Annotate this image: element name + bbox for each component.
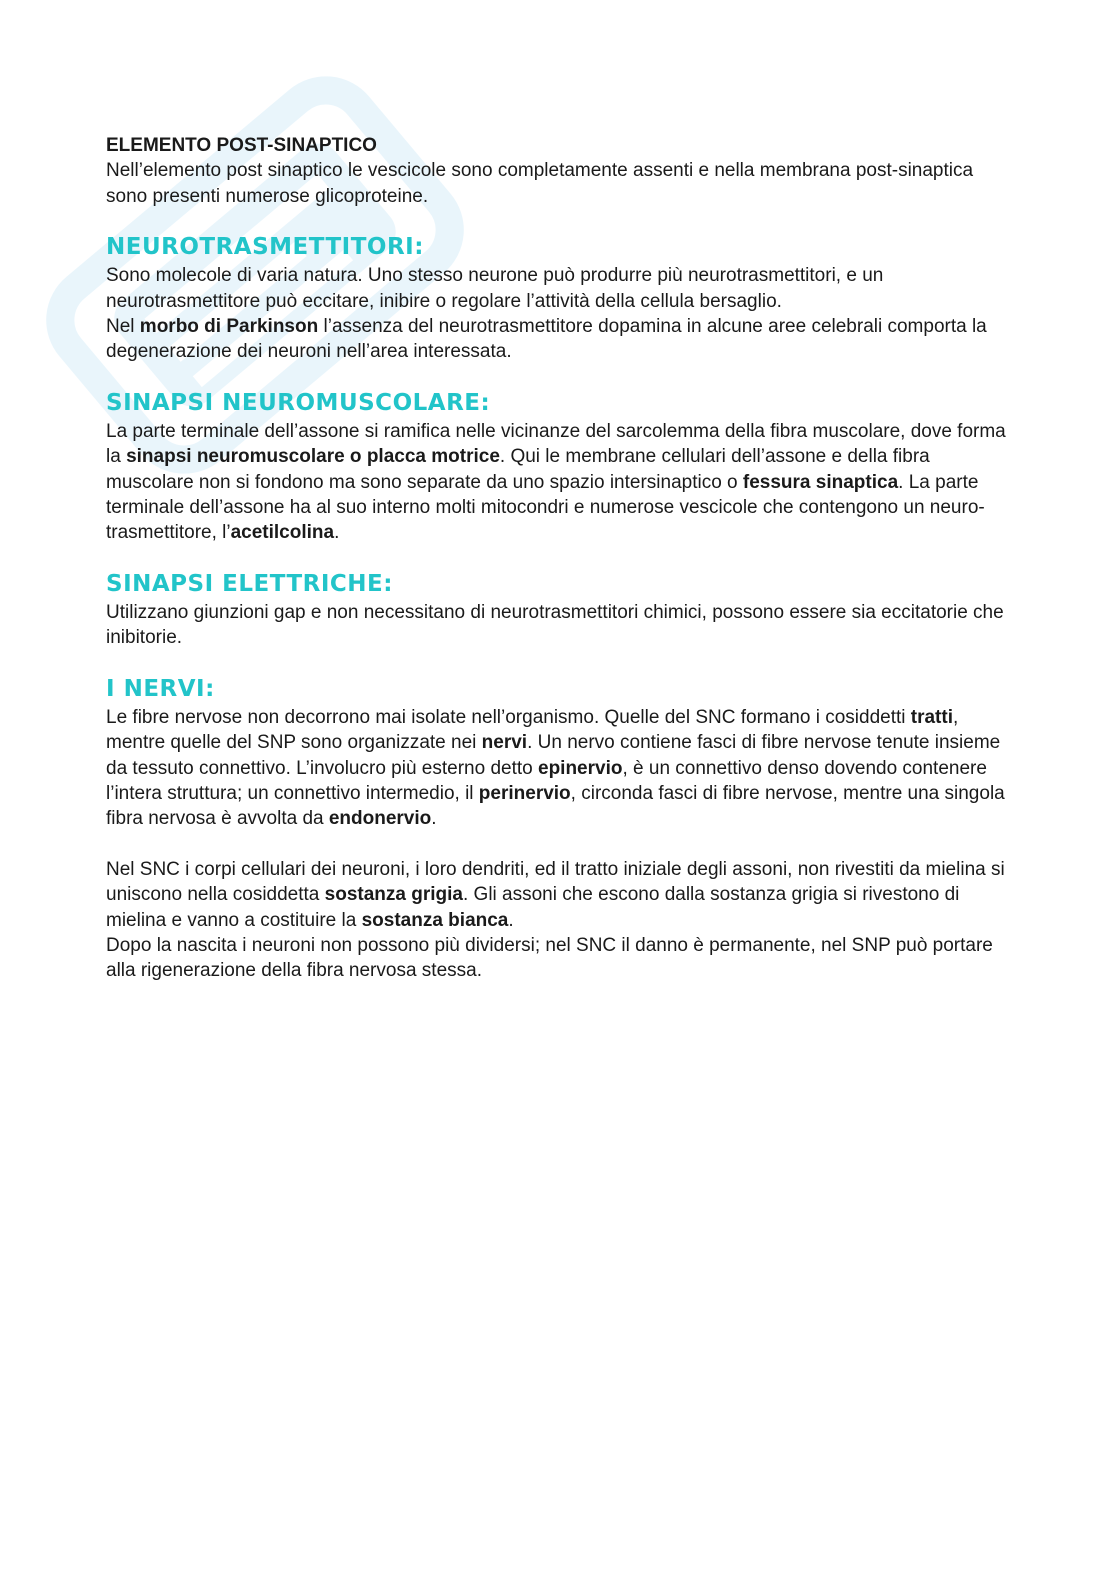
section-paragraph [106, 857, 1006, 933]
bold-term: endonervio [328, 808, 432, 830]
text-run: , circonda fasci di fibre nervose, mentre una singola fibra nervosa è avvolta da [106, 782, 1005, 830]
text-run: Utilizzano giunzioni gap e non necessitano di neurotrasmettitori chimici, possono essere sia eccitatorie che inibitorie. [106, 601, 1004, 649]
text-run: , mentre quelle del SNP sono organizzate nei [106, 706, 959, 754]
section-heading: NEUROTRASMETTITORI: [106, 234, 424, 261]
bold-term: acetilcolina [230, 522, 335, 544]
sections-container [106, 209, 1006, 984]
text-run: . [334, 522, 340, 544]
section-spacer [106, 546, 1006, 568]
section-heading: SINAPSI ELETTRICHE: [106, 570, 393, 597]
text-run: Sono molecole di varia natura. Uno stesso neurone può produrre più neurotrasmettitori, e un neurotrasmettitore può eccitare, inibire o regolare l’attività della cellula bersaglio. [106, 265, 884, 312]
text-run: . [431, 808, 437, 830]
text-run: . Qui le membrane cellulari dell’assone e della fibra muscolare non si fondono ma sono separate da uno spazio intersinaptico o [106, 446, 930, 493]
bold-term: sostanza bianca [361, 909, 509, 931]
section-paragraph [106, 933, 1006, 984]
text-run: . Un nervo contiene fasci di fibre nervose tenute insieme da tessuto connettivo. L’involucro più esterno detto [106, 732, 1001, 779]
intro-paragraph: Nell’elemento post sinaptico le vescicole sono completamente assenti e nella membrana post-sinaptica sono presenti numerose glicoproteine. [106, 160, 974, 207]
text-run: . Gli assoni che escono dalla sostanza grigia si rivestono di mielina e vanno a costituire la [106, 884, 960, 931]
document-page [106, 133, 1006, 984]
section-spacer [106, 209, 1006, 231]
text-run: . La parte terminale dell’assone ha al suo interno molti mitocondri e numerose vescicole che contengono un neuro-trasmettitore, l’ [106, 471, 985, 544]
section-paragraph [106, 705, 1006, 832]
text-run: l’assenza del neurotrasmettitore dopamina in alcune aree celebrali comporta la degenerazione dei neuroni nell’area interessata. [106, 316, 987, 363]
document-title: ELEMENTO POST-SINAPTICO [106, 135, 377, 156]
text-run: La parte terminale dell’assone si ramifica nelle vicinanze del sarcolemma della fibra muscolare, dove forma la [106, 420, 1006, 468]
bold-term: morbo di Parkinson [139, 316, 319, 338]
bold-term: epinervio [538, 757, 623, 779]
section-spacer [106, 651, 1006, 673]
text-run: Nel SNC i corpi cellulari dei neuroni, i loro dendriti, ed il tratto iniziale degli assoni, non rivestiti da mielina si uniscono nella cosiddetta [106, 858, 1005, 906]
paragraph-spacer [106, 832, 1006, 857]
bold-term: perinervio [478, 782, 571, 804]
section-heading: I NERVI: [106, 675, 215, 702]
text-run: Nel [106, 316, 140, 338]
text-run: Le fibre nervose non decorrono mai isolate nell’organismo. Quelle del SNC formano i cosiddetti [106, 706, 911, 728]
text-run: Dopo la nascita i neuroni non possono più dividersi; nel SNC il danno è permanente, nel SNP può portare alla rigenerazione della fibra nervosa stessa. [106, 934, 993, 982]
section-spacer [106, 365, 1006, 387]
section-paragraph [106, 419, 1006, 546]
section-paragraph [106, 600, 1006, 651]
bold-term: nervi [481, 732, 528, 754]
bold-term: fessura sinaptica [742, 471, 899, 493]
section-paragraph [106, 314, 1006, 365]
section-paragraph [106, 263, 1006, 314]
text-run: , è un connettivo denso dovendo contenere l’intera struttura; un connettivo intermedio, il [106, 757, 987, 804]
bold-term: sinapsi neuromuscolare o placca motrice [126, 446, 500, 468]
section-heading: SINAPSI NEUROMUSCOLARE: [106, 389, 491, 416]
text-run: . [508, 909, 514, 931]
bold-term: tratti [910, 706, 953, 728]
bold-term: sostanza grigia [324, 884, 463, 906]
